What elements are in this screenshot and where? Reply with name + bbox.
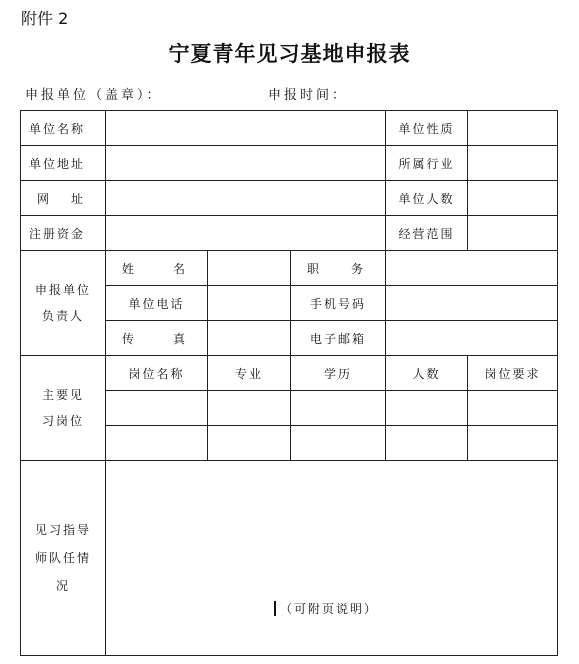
attach-note-text: （可附页说明） <box>280 602 379 616</box>
mentor-section-label: 见习指导师队任情况 <box>21 461 106 656</box>
applicant-unit-label: 申报单位（盖章）： <box>25 88 163 103</box>
website-label-char-1: 网 <box>37 191 52 206</box>
row-registered-capital <box>21 216 558 251</box>
application-form-table <box>20 110 558 656</box>
name-label <box>106 251 208 286</box>
requirements-field[interactable] <box>468 426 558 461</box>
fax-label <box>106 321 208 356</box>
post-name-field[interactable] <box>106 391 208 426</box>
unit-nature-label: 单位性质 <box>386 111 468 146</box>
unit-nature-field[interactable] <box>468 111 558 146</box>
unit-phone-field[interactable] <box>208 286 291 321</box>
requirements-field[interactable] <box>468 391 558 426</box>
website-field[interactable] <box>106 181 386 216</box>
email-field[interactable] <box>386 321 558 356</box>
industry-label: 所属行业 <box>386 146 468 181</box>
fax-field[interactable] <box>208 321 291 356</box>
name-label-char-1: 姓 <box>122 261 137 276</box>
name-field[interactable] <box>208 251 291 286</box>
position-label-char-1: 职 <box>307 261 322 276</box>
industry-field[interactable] <box>468 146 558 181</box>
fax-label-char-2: 真 <box>172 331 187 346</box>
mentor-field[interactable] <box>106 461 558 656</box>
position-field[interactable] <box>386 251 558 286</box>
form-title: 宁夏青年见习基地申报表 <box>168 42 411 66</box>
mobile-field[interactable] <box>386 286 558 321</box>
row-unit-name <box>21 111 558 146</box>
col-count-header: 人数 <box>386 356 468 391</box>
name-label-char-2: 名 <box>172 261 187 276</box>
unit-name-field[interactable] <box>106 111 386 146</box>
unit-phone-label: 单位电话 <box>106 286 208 321</box>
row-name <box>21 251 558 286</box>
attachment-label: 附件 2 <box>21 9 69 28</box>
major-field[interactable] <box>208 426 291 461</box>
row-website <box>21 181 558 216</box>
unit-name-label: 单位名称 <box>21 111 106 146</box>
registered-capital-field[interactable] <box>106 216 386 251</box>
headcount-label: 单位人数 <box>386 181 468 216</box>
mobile-label: 手机号码 <box>291 286 386 321</box>
row-unit-address <box>21 146 558 181</box>
row-mentor <box>21 461 558 656</box>
business-scope-label: 经营范围 <box>386 216 468 251</box>
education-field[interactable] <box>291 426 386 461</box>
major-field[interactable] <box>208 391 291 426</box>
col-post-name-header: 岗位名称 <box>106 356 208 391</box>
unit-address-label: 单位地址 <box>21 146 106 181</box>
count-field[interactable] <box>386 391 468 426</box>
website-label <box>21 181 106 216</box>
col-education-header: 学历 <box>291 356 386 391</box>
education-field[interactable] <box>291 391 386 426</box>
unit-address-field[interactable] <box>106 146 386 181</box>
position-label-char-2: 务 <box>351 261 366 276</box>
fax-label-char-1: 传 <box>122 331 137 346</box>
website-label-char-2: 址 <box>70 191 85 206</box>
attach-note <box>274 600 378 617</box>
text-cursor <box>274 601 276 616</box>
registered-capital-label: 注册资金 <box>21 216 106 251</box>
row-positions-header <box>21 356 558 391</box>
post-name-field[interactable] <box>106 426 208 461</box>
headcount-field[interactable] <box>468 181 558 216</box>
email-label: 电子邮箱 <box>291 321 386 356</box>
responsible-person-section-label: 申报单位负责人 <box>21 251 106 356</box>
apply-time-label: 申报时间： <box>268 88 349 103</box>
col-requirements-header: 岗位要求 <box>468 356 558 391</box>
count-field[interactable] <box>386 426 468 461</box>
col-major-header: 专业 <box>208 356 291 391</box>
main-positions-section-label: 主要见习岗位 <box>21 356 106 461</box>
position-label <box>291 251 386 286</box>
business-scope-field[interactable] <box>468 216 558 251</box>
